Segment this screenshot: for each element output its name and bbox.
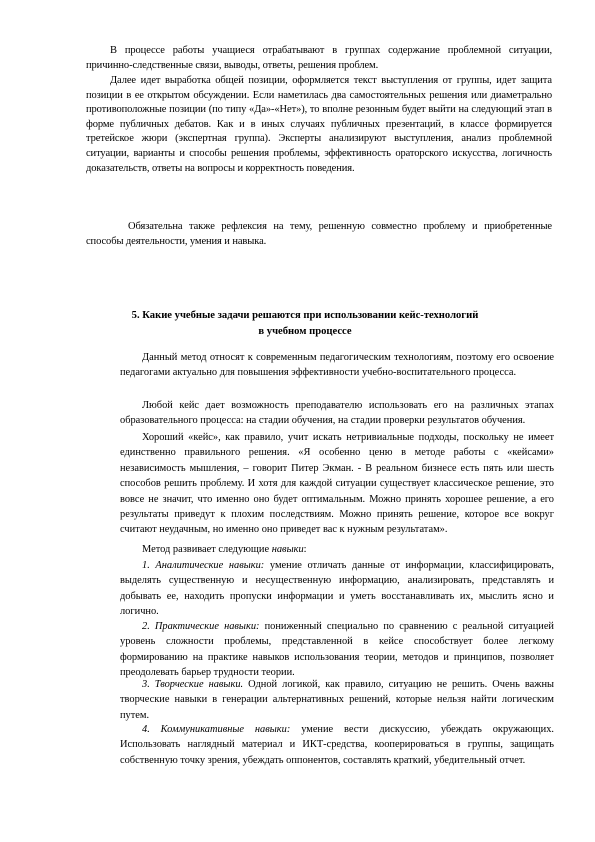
skills-intro-suffix: : [303, 544, 307, 555]
paragraph-good-case: Хороший «кейс», как правило, учит искать нетривиальные подходы, поскольку не имеет единственно правильного решения. «Я особенно ценю в методе работы с «кейсами» независимость мышления, – говорит Питер Экман. - В реальном бизнесе есть пять или шесть способов решить проблему. И хотя для каждой ситуации существует классическое решение, это вовсе не значит, что именно оно будет оптимальным. Можно принять хорошее решение, а его результаты приведут к плохим последствиям. Можно принять решение, которое все вокруг считают неудачным, но именно оно приведет вас к нужным результатам». [120, 432, 554, 536]
paragraph-reflection: Обязательна также рефлексия на тему, решенную совместно проблему и приобретенные способы деятельности, умения и навыка. [86, 221, 552, 247]
skill-practical-label: 2. Практические навыки: [142, 621, 260, 632]
skill-creative-text: Одной логикой, как правило, ситуацию не решить. Очень важны творческие навыки в генерации альтернативных решений, которые нельзя найти логическим путем. [120, 679, 554, 721]
paragraph-common-position: Далее идет выработка общей позиции, оформляется текст выступления от группы, идет защита позиции в ее открытом обсуждении. Если наметилась два самостоятельных решения или диаметрально противоположные позиции (по типу «Да»-«Нет»), то вполне резонным будет выйти на следующий этап в форме публичных дебатов. Как и в иных случаях публичных презентаций, в классе формируется третейское жюри (экспертная группа). Эксперты анализируют выступления, анализ проблемной ситуации, варианты и способы решения проблемы, эффективность ораторского искусства, логичность доказательств, ответы на вопросы и корректность поведения. [86, 75, 552, 174]
paragraph-skills-intro [120, 542, 554, 557]
skill-analytical [120, 558, 554, 620]
skill-communicative-label: 4. Коммуникативные навыки: [142, 724, 291, 735]
skill-creative-label: 3. Творческие навыки. [142, 679, 244, 690]
skill-practical-text: пониженный специально по сравнению с реальной ситуацией уровень сложности проблемы, представленной в кейсе способствует более легкому формированию на практике навыков использования теории, методов и принципов, позволяет преодолевать барьер трудности теории. [120, 621, 554, 679]
skill-creative [120, 677, 554, 723]
skill-communicative-text: умение вести дискуссию, убеждать окружающих. Использовать наглядный материал и ИКТ-средства, кооперироваться в группы, защищать собственную точку зрения, убеждать оппонентов, составлять краткий, убедительный отчет. [120, 724, 554, 766]
paragraph-group-work: В процессе работы учащиеся отрабатывают в группах содержание проблемной ситуации, причинно-следственные связи, выводы, ответы, решения проблем. [86, 45, 552, 71]
skill-analytical-text: умение отличать данные от информации, классифицировать, выделять существенную и несущественную информацию, анализировать, представлять и добывать ее, находить пропуски информации и уметь восстанавливать их, мыслить ясно и логично. [120, 560, 554, 618]
skill-practical [120, 619, 554, 681]
skills-intro-term: навыки [271, 544, 304, 555]
paragraph-case-usage: Любой кейс дает возможность преподавателю использовать его на различных этапах образовательного процесса: на стадии обучения, на стадии проверки результатов обучения. [120, 400, 554, 427]
paragraph-method-intro: Данный метод относят к современным педагогическим технологиям, поэтому его освоение педагогами актуально для повышения эффективности учебно-воспитательного процесса. [120, 352, 554, 379]
skills-intro-prefix: Метод развивает следующие [142, 544, 272, 555]
skill-analytical-label: 1. Аналитические навыки: [142, 560, 265, 571]
skill-communicative [120, 722, 554, 768]
section-heading: 5. Какие учебные задачи решаются при использовании кейс-технологий в учебном процессе [131, 310, 479, 337]
